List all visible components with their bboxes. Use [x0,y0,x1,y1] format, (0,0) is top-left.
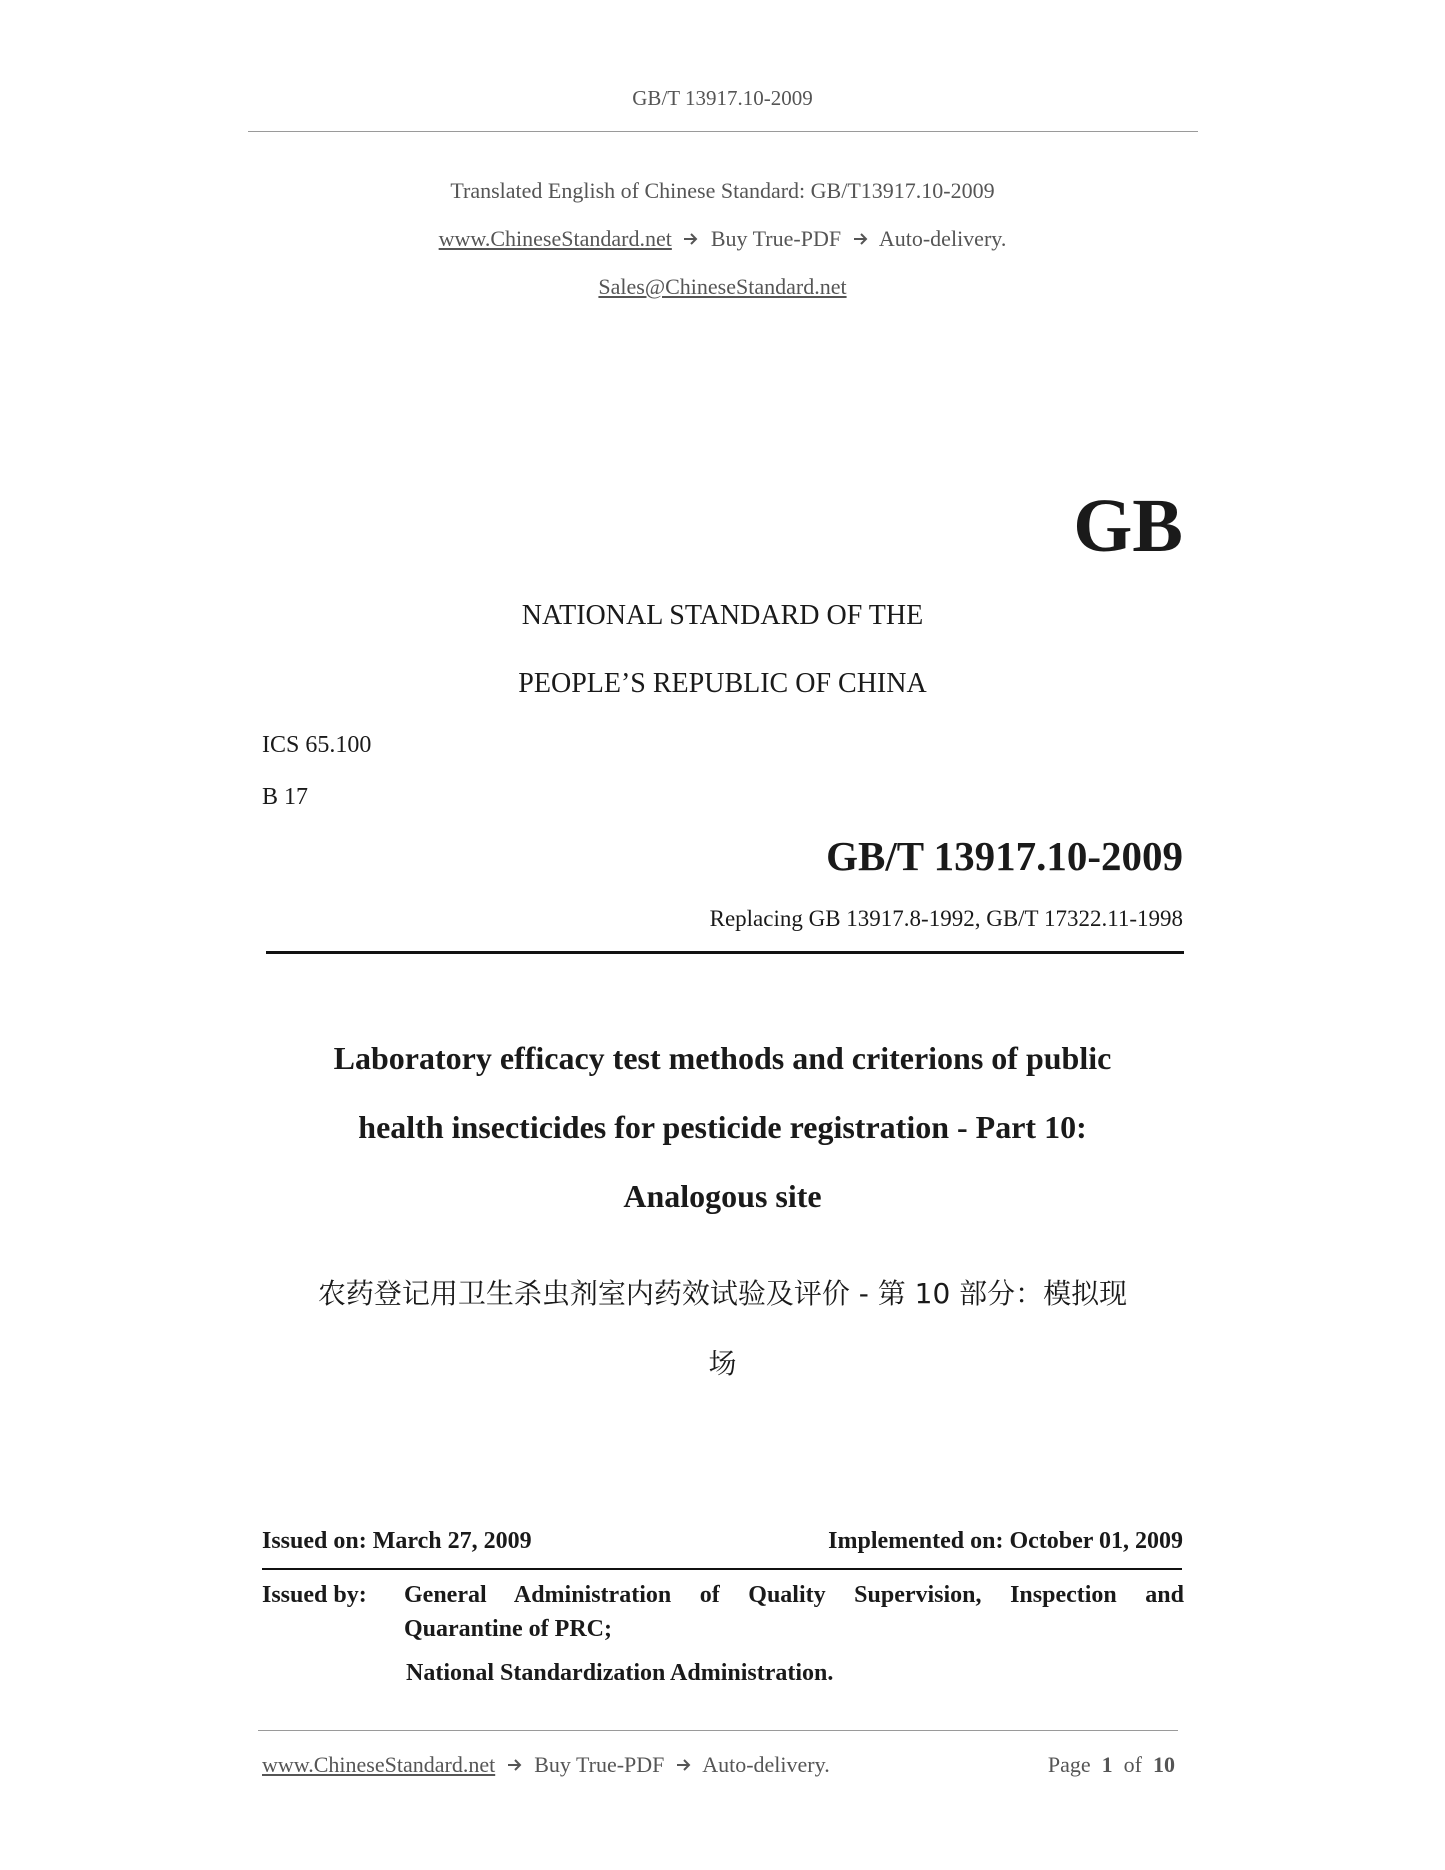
right-arrow-icon [853,231,869,247]
implemented-on: Implemented on: October 01, 2009 [828,1528,1183,1554]
replacing-note: Replacing GB 13917.8-1992, GB/T 17322.11-1998 [709,906,1183,931]
email-link[interactable]: Sales@ChineseStandard.net [598,274,847,299]
ccs-code: B 17 [262,784,309,810]
title-divider [266,951,1184,954]
footer-purchase-line [262,1752,830,1778]
of-word: of [1123,1752,1142,1777]
gb-mark: GB [1073,484,1183,568]
footer-buy-text: Buy True-PDF [534,1752,665,1777]
issued-by-label: Issued by: [262,1582,367,1608]
header-divider [248,131,1198,132]
national-standard-line1: NATIONAL STANDARD OF THE [521,600,924,631]
purchase-line [0,226,1445,252]
translated-notice: Translated English of Chinese Standard: GB/T13917.10-2009 [450,178,995,203]
footer-delivery-text: Auto-delivery. [702,1752,830,1777]
footer-divider [258,1730,1178,1731]
ics-code: ICS 65.100 [262,732,372,758]
running-header: GB/T 13917.10-2009 [632,86,813,110]
site-link[interactable]: www.ChineseStandard.net [438,226,672,251]
issuer-line3: National Standardization Administration. [406,1660,834,1686]
page-word: Page [1047,1752,1091,1777]
right-arrow-icon [507,1757,523,1773]
national-standard-line2: PEOPLE’S REPUBLIC OF CHINA [518,668,927,699]
standard-number: GB/T 13917.10-2009 [826,833,1183,879]
delivery-text: Auto-delivery. [878,226,1007,251]
english-title-line3: Analogous site [623,1178,822,1214]
dates-divider [262,1568,1182,1570]
page-current: 1 [1101,1752,1113,1777]
page-indicator [1048,1752,1175,1778]
issuer-line1: General Administration of Quality Supervision, Inspection and [404,1582,1184,1608]
english-title-line2: health insecticides for pesticide registration - Part 10: [358,1109,1087,1145]
right-arrow-icon [683,231,699,247]
email-line [0,274,1445,300]
buy-text: Buy True-PDF [710,226,842,251]
issued-on: Issued on: March 27, 2009 [262,1528,532,1554]
chinese-title-line1: 农药登记用卫生杀虫剂室内药效试验及评价 - 第 10 部分：模拟现 [317,1277,1128,1310]
right-arrow-icon [676,1757,692,1773]
chinese-title-line2: 场 [708,1347,737,1380]
english-title-line1: Laboratory efficacy test methods and criterions of public [333,1040,1112,1076]
footer-site-link[interactable]: www.ChineseStandard.net [262,1752,496,1777]
page-total: 10 [1153,1752,1175,1777]
issuer-line2: Quarantine of PRC; [404,1616,612,1642]
